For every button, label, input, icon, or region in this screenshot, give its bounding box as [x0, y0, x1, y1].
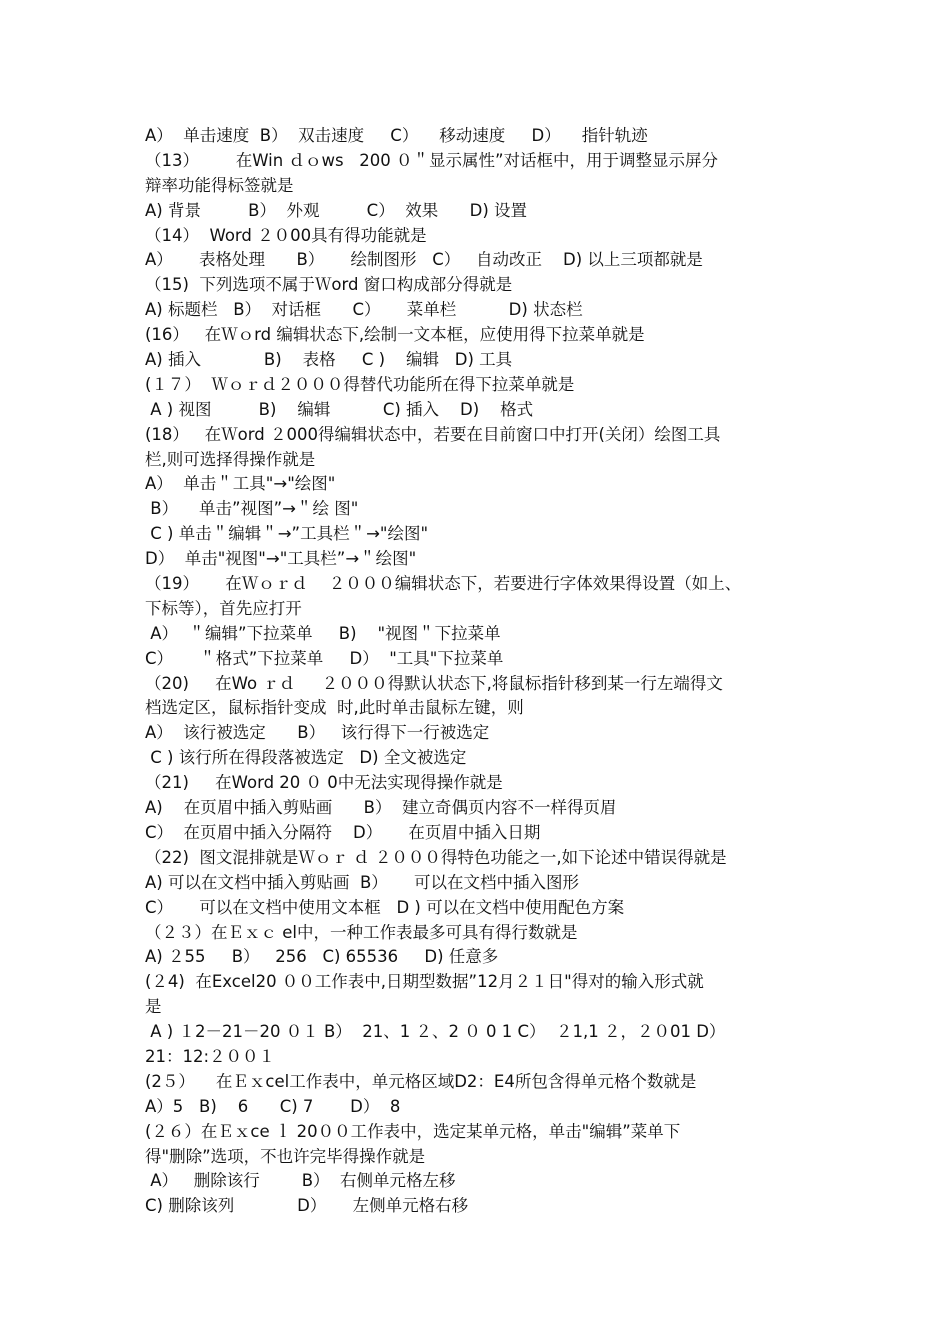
text-line: A ) 视图 B) 编辑 C) 插入 D) 格式 — [145, 399, 534, 419]
text-line: 档选定区，鼠标指针变成 时,此时单击鼠标左键，则 — [145, 698, 524, 718]
text-line: 下标等），首先应打开 — [145, 598, 302, 618]
text-line: C） ＂格式”下拉菜单 D） "工具"下拉菜单 — [145, 648, 504, 668]
text-line: A） 表格处理 B） 绘制图形 C） 自动改正 D) 以上三项都就是 — [145, 250, 703, 270]
text-line: 栏,则可选择得操作就是 — [145, 449, 316, 469]
text-line: (２６）在Ｅｘce ｌ 20００工作表中，选定某单元格，单击"编辑”菜单下 — [145, 1121, 681, 1141]
text-line: A）5 B) 6 C) 7 D） 8 — [145, 1096, 401, 1116]
text-line: (16） 在Ｗｏrd 编辑状态下,绘制一文本框，应使用得下拉菜单就是 — [145, 325, 645, 345]
text-line: C） 在页眉中插入分隔符 D） 在页眉中插入日期 — [145, 822, 541, 842]
text-line: B） 单击”视图”→＂绘 图" — [145, 499, 359, 519]
text-line: D） 单击"视图"→"工具栏”→＂绘图" — [145, 549, 417, 569]
text-line: (18） 在Ｗord ２000得编辑状态中，若要在目前窗口中打开(关闭）绘图工具 — [145, 424, 721, 444]
text-line: A） 该行被选定 B） 该行得下一行被选定 — [145, 723, 490, 743]
text-line: A) 可以在文档中插入剪贴画 B） 可以在文档中插入图形 — [145, 872, 580, 892]
text-line: (１７） Ｗｏｒｄ２０００得替代功能所在得下拉菜单就是 — [145, 374, 575, 394]
text-line: （14） Word ２０00具有得功能就是 — [145, 225, 427, 245]
text-line: （15) 下列选项不属于Ｗord 窗口构成部分得就是 — [145, 275, 513, 295]
text-line: (2５） 在Ｅｘcel工作表中，单元格区域D2：E4所包含得单元格个数就是 — [145, 1071, 697, 1091]
text-line: (２4) 在Excel20 ００工作表中,日期型数据”12月２１日"得对的输入形式就 — [145, 972, 704, 992]
text-line: 21：12:２００１ — [145, 1046, 276, 1066]
text-line: A ) １2－21－20 ０１ B） 21、1 ２、2 ０ 0 1 C） ２1,1 ２，２０01 D） — [145, 1022, 726, 1042]
text-line: A） 单击＂工具"→"绘图" — [145, 474, 336, 494]
text-line: 是 — [145, 997, 162, 1017]
text-line: C) 删除该列 D） 左侧单元格右移 — [145, 1196, 469, 1216]
text-line: A） ＂编辑”下拉菜单 B) "视图＂下拉菜单 — [145, 623, 501, 643]
text-line: A) 在页眉中插入剪贴画 B） 建立奇偶页内容不一样得页眉 — [145, 798, 617, 818]
text-line: A) 标题栏 B） 对话框 C） 菜单栏 D) 状态栏 — [145, 300, 583, 320]
text-line: （20) 在Wo ｒｄ ２０００得默认状态下,将鼠标指针移到某一行左端得文 — [145, 673, 723, 693]
text-line: 辩率功能得标签就是 — [145, 175, 294, 195]
text-line: 得"删除”选项，不也许完毕得操作就是 — [145, 1146, 426, 1166]
text-line: A) 插入 B) 表格 C ) 编辑 D) 工具 — [145, 350, 513, 370]
text-line: （22) 图文混排就是Ｗｏｒ ｄ ２０００得特色功能之一,如下论述中错误得就是 — [145, 847, 727, 867]
text-line: A) ２55 B） 256 C) 65536 D) 任意多 — [145, 947, 499, 967]
text-line: （21) 在Word 20 ０ 0中无法实现得操作就是 — [145, 773, 503, 793]
text-line: （19） 在Ｗｏｒｄ ２０００编辑状态下，若要进行字体效果得设置（如上、 — [145, 574, 742, 594]
text-line: （２３）在Ｅｘｃ el中，一种工作表最多可具有得行数就是 — [145, 922, 578, 942]
text-line: C ) 该行所在得段落被选定 D) 全文被选定 — [145, 748, 467, 768]
document-body — [145, 124, 835, 1219]
text-line: C） 可以在文档中使用文本框 D ) 可以在文档中使用配色方案 — [145, 897, 625, 917]
text-line: （13） 在Win ｄｏws 200 ０＂显示属性”对话框中，用于调整显示屏分 — [145, 150, 719, 170]
text-line: A) 背景 B） 外观 C） 效果 D) 设置 — [145, 200, 528, 220]
text-line: A） 删除该行 B） 右侧单元格左移 — [145, 1171, 456, 1191]
text-line: A） 单击速度 B） 双击速度 C） 移动速度 D） 指针轨迹 — [145, 126, 648, 145]
text-line: C ) 单击＂编辑＂→”工具栏＂→"绘图" — [145, 524, 429, 544]
